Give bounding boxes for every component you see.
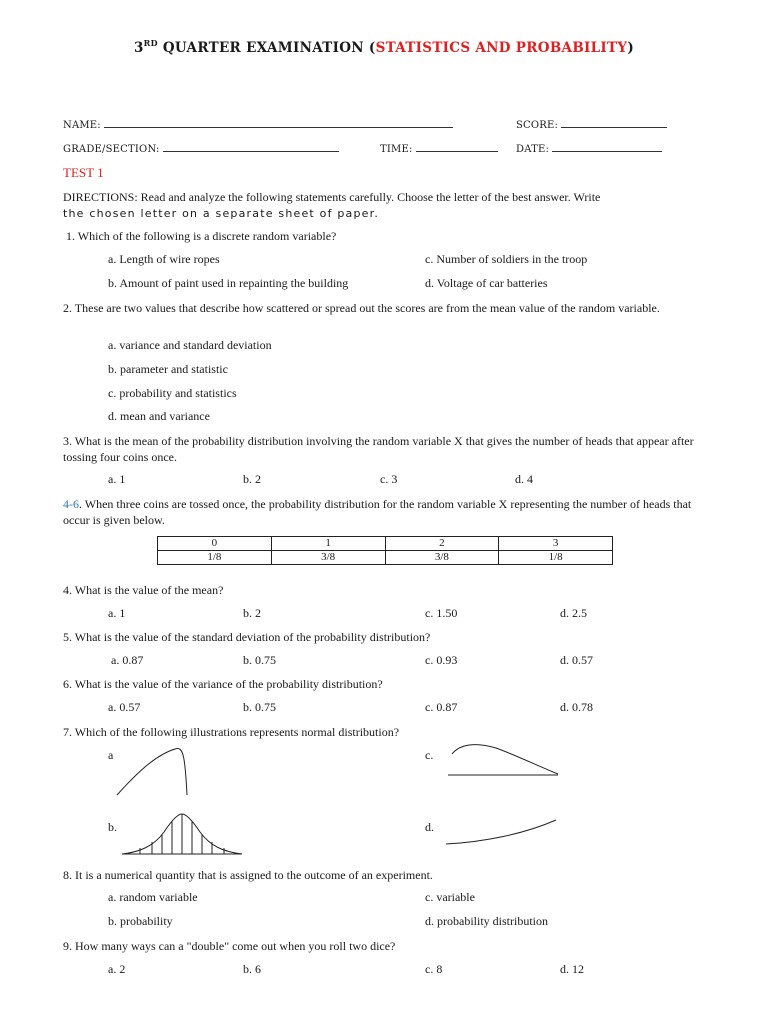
probability-distribution-table: [157, 536, 613, 565]
q3-option-d[interactable]: d. 4: [515, 472, 533, 486]
q1-option-b[interactable]: b. Amount of paint used in repainting the building: [108, 276, 349, 290]
score-line[interactable]: [561, 117, 667, 128]
q9-option-c[interactable]: c. 8: [425, 962, 443, 976]
q8-option-d[interactable]: d. probability distribution: [425, 914, 548, 928]
directions-line1: DIRECTIONS: Read and analyze the following statements carefully. Choose the letter of the best answer. Write: [63, 190, 601, 204]
q8-option-b[interactable]: b. probability: [108, 914, 173, 928]
question-9: 9. How many ways can a "double" come out when you roll two dice?: [63, 939, 396, 953]
table-cell: 1/8: [158, 551, 272, 565]
grade-section-line[interactable]: [163, 141, 339, 152]
table-row-p: [158, 551, 613, 565]
grade-section-field[interactable]: [63, 141, 339, 155]
table-cell: 2: [385, 537, 499, 551]
q4-option-c[interactable]: c. 1.50: [425, 606, 458, 620]
title-subject: STATISTICS AND PROBABILITY: [375, 40, 628, 56]
q6-option-b[interactable]: b. 0.75: [243, 700, 276, 714]
q5-option-a[interactable]: a. 0.87: [111, 653, 144, 667]
q4-option-a[interactable]: a. 1: [108, 606, 126, 620]
q6-option-d[interactable]: d. 0.78: [560, 700, 593, 714]
question-7: 7. Which of the following illustrations represents normal distribution?: [63, 725, 400, 739]
question-2: 2. These are two values that describe how scattered or spread out the scores are from the mean value of the random variable.: [63, 301, 660, 315]
q4-option-d[interactable]: d. 2.5: [560, 606, 587, 620]
time-label: TIME:: [380, 144, 413, 155]
q9-option-b[interactable]: b. 6: [243, 962, 261, 976]
q1-option-a[interactable]: a. Length of wire ropes: [108, 252, 220, 266]
question-5: 5. What is the value of the standard deviation of the probability distribution?: [63, 630, 431, 644]
time-line[interactable]: [416, 141, 498, 152]
q2-option-b[interactable]: b. parameter and statistic: [108, 362, 228, 376]
q2-option-a[interactable]: a. variance and standard deviation: [108, 338, 272, 352]
q5-option-c[interactable]: c. 0.93: [425, 653, 458, 667]
date-label: DATE:: [516, 144, 550, 155]
bell-curve-icon: [120, 810, 244, 856]
q9-option-d[interactable]: d. 12: [560, 962, 584, 976]
title-suffix: ): [627, 40, 635, 56]
table-cell: 3/8: [271, 551, 385, 565]
question-4: 4. What is the value of the mean?: [63, 583, 224, 597]
right-skewed-curve-icon: [446, 740, 562, 780]
q8-option-c[interactable]: c. variable: [425, 890, 475, 904]
date-field[interactable]: [516, 141, 662, 155]
name-field[interactable]: [63, 117, 453, 131]
score-label: SCORE:: [516, 120, 559, 131]
q8-option-a[interactable]: a. random variable: [108, 890, 198, 904]
question-3: 3. What is the mean of the probability distribution involving the random variable X that gives the number of heads that appear after tossing four coins once.: [63, 434, 694, 464]
q2-option-d[interactable]: d. mean and variance: [108, 409, 210, 423]
question-6: 6. What is the value of the variance of the probability distribution?: [63, 677, 383, 691]
name-line[interactable]: [104, 117, 453, 128]
test-label: TEST 1: [63, 165, 104, 180]
q3-option-c[interactable]: c. 3: [380, 472, 398, 486]
q6-option-c[interactable]: c. 0.87: [425, 700, 458, 714]
q9-option-a[interactable]: a. 2: [108, 962, 126, 976]
q4-option-b[interactable]: b. 2: [243, 606, 261, 620]
table-cell: 1/8: [499, 551, 613, 565]
question-1: 1. Which of the following is a discrete random variable?: [66, 229, 337, 243]
increasing-curve-icon: [444, 818, 560, 848]
question-4-6-intro: [63, 496, 703, 528]
q1-option-c[interactable]: c. Number of soldiers in the troop: [425, 252, 588, 266]
q3-option-b[interactable]: b. 2: [243, 472, 261, 486]
name-label: NAME:: [63, 120, 101, 131]
q7-option-b[interactable]: b.: [108, 820, 117, 834]
exam-title: [0, 38, 768, 56]
q6-option-a[interactable]: a. 0.57: [108, 700, 141, 714]
left-skewed-curve-icon: [115, 745, 195, 797]
question-4-6-label: 4-6: [63, 497, 79, 511]
table-cell: 1: [271, 537, 385, 551]
q7-option-c[interactable]: c.: [425, 748, 434, 762]
q3-option-a[interactable]: a. 1: [108, 472, 126, 486]
table-cell: 3: [499, 537, 613, 551]
q1-option-d[interactable]: d. Voltage of car batteries: [425, 276, 548, 290]
directions-line2: [63, 205, 379, 222]
q2-option-c[interactable]: c. probability and statistics: [108, 386, 237, 400]
score-field[interactable]: [516, 117, 667, 131]
title-middle: QUARTER EXAMINATION (: [157, 40, 376, 56]
title-prefix: 3: [133, 40, 144, 56]
table-cell: 0: [158, 537, 272, 551]
date-line[interactable]: [552, 141, 662, 152]
q5-option-b[interactable]: b. 0.75: [243, 653, 276, 667]
title-sup: RD: [143, 38, 158, 48]
question-4-6-text: . When three coins are tossed once, the probability distribution for the random variable X representing the number of heads that occur is given below.: [63, 497, 692, 527]
directions-line2-text: the chosen letter on a separate sheet of paper.: [63, 207, 380, 220]
q7-option-a[interactable]: a: [108, 748, 114, 762]
table-cell: 3/8: [385, 551, 499, 565]
question-8: 8. It is a numerical quantity that is assigned to the outcome of an experiment.: [63, 868, 433, 882]
time-field[interactable]: [380, 141, 498, 155]
table-row-x: [158, 537, 613, 551]
q5-option-d[interactable]: d. 0.57: [560, 653, 593, 667]
grade-section-label: GRADE/SECTION:: [63, 144, 160, 155]
q7-option-d[interactable]: d.: [425, 820, 434, 834]
